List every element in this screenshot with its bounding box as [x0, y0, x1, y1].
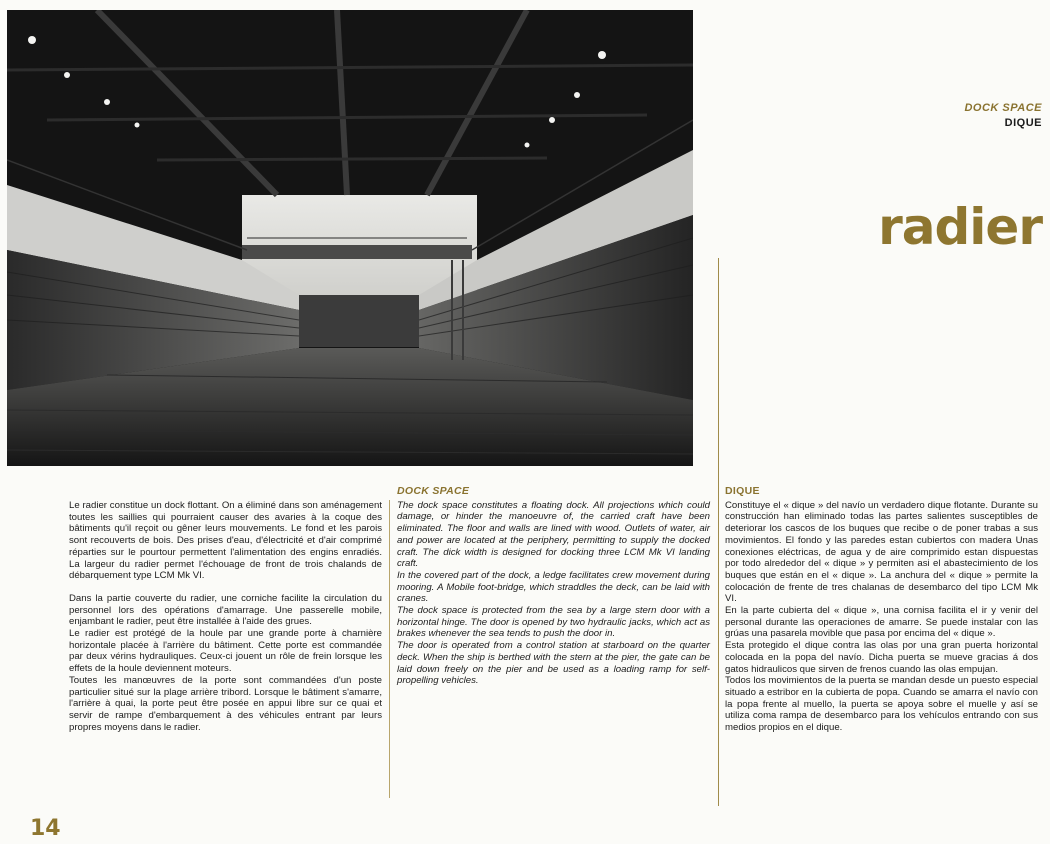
en-paragraph: The dock space is protected from the sea by a large stern door with a horizontal hinge. The door is opened by two hydraulic jacks, which act as brakes whenever the sea tends to push the door in.	[397, 605, 710, 640]
english-column	[397, 486, 710, 687]
french-column	[69, 500, 382, 733]
es-paragraph: Todos los movimientos de la puerta se mandan desde un puesto especial situado a estribor en la cubierta de popa. Cuando se amarra el navío con la popa frente al muello, la puerta se apoya sobre el muelle y así se utiliza coma rampa de desembarco para los vehículos entrando con sus medios propios en el dique.	[725, 675, 1038, 734]
es-paragraph: En la parte cubierta del « dique », una cornisa facilita el ir y venir del personal durante las operaciones de amarre. Se puede instalar con las grúas una pasarela movible que pasa por encima del « dique ».	[725, 605, 1038, 640]
fr-paragraph: Le radier est protégé de la houle par une grande porte à charnière horizontale placée à l'arrière du bâtiment. Cette porte est commandée par deux vérins hydrauliques. Ceux-ci jouent un rôle de frein lorsque les effets de la houle deviennent moteurs.	[69, 628, 382, 675]
en-paragraph: In the covered part of the dock, a ledge facilitates crew movement during mooring. A Mobile foot-bridge, which straddles the deck, can be laid with cranes.	[397, 569, 710, 605]
page-number: 14	[30, 816, 61, 841]
dock-interior-photo	[7, 10, 693, 466]
fr-paragraph: Dans la partie couverte du radier, une corniche facilite la circulation du personnel lors des opérations d'amarrage. Une passerelle mobile, enjambant le radier, peut être installée à l'aide des grues.	[69, 592, 382, 628]
section-tag-es: DIQUE	[1004, 117, 1042, 129]
page-title: radier	[878, 198, 1042, 256]
fr-paragraph: Toutes les manœuvres de la porte sont commandées d'un poste particulier situé sur la plage arrière tribord. Lorsque le bâtiment s'amarre, l'arrière à quai, la porte peut être posée en appui libre sur ce quai et servir de rampe d'embarquement à des véhicules entrant par leurs propres moyens dans le radier.	[69, 674, 382, 733]
column-divider-1	[389, 500, 390, 798]
en-paragraph: The dock space constitutes a floating dock. All projections which could damage, or hinder the manoeuvre of, the carried craft have been eliminated. The floor and walls are lined with wood. Outlets of water, air and power are located at the periphery, permitting to supply the docked craft. The dick width is designed for docking three LCM Mk VI landing craft.	[397, 499, 710, 570]
section-tag	[964, 101, 1042, 131]
en-paragraph: The door is operated from a control station at starboard on the quarter deck. When the ship is berthed with the stern at the pier, the gate can be laid down freely on the pier and be used as a loading ramp for self-propelling vehicles.	[397, 640, 710, 687]
english-heading: DOCK SPACE	[397, 485, 470, 497]
dock-photo-illustration	[7, 10, 693, 466]
es-paragraph: Esta protegido el dique contra las olas por una gran puerta horizontal colocada en la popa del navío. Dicha puerta se mueve gracias á dos gatos hidraulicos que sirven de frenos cuando las olas empujan.	[725, 640, 1038, 675]
spanish-column	[725, 486, 1038, 734]
fr-paragraph: Le radier constitue un dock flottant. On a éliminé dans son aménagement toutes les saillies qui pourraient causer des avaries à la coque des bâtiments qu'il reçoit ou gêner leurs mouvements. Le fond et les parois sont recouverts de bois. Des prises d'eau, d'électricité et d'air comprimé réparties sur le pourtour permettent l'alimentation des engins enradiés. La largeur du radier permet l'échouage de front de trois chalands de débarquement type LCM Mk VI.	[69, 500, 382, 582]
title-rule	[718, 258, 719, 806]
spanish-heading: DIQUE	[725, 485, 760, 497]
es-paragraph: Constituye el « dique » del navío un verdadero dique flotante. Durante su construcción han eliminado todas las partes salientes susceptibles de deteriorar los cascos de los buques que recibe o de poner trabas a sus movimientos. El fondo y las paredes estan cubiertos con madera Unas conexiones eléctricas, de agua y de aire comprimido estan dispuestas por todo alrededor del « dique » y permiten asi el abastecimiento de los buques que están en el « dique ». La anchura del « dique » permite la colocación de frente de tres chalanas de desembarco del tipo LCM Mk VI.	[725, 499, 1038, 605]
section-tag-en: DOCK SPACE	[964, 102, 1042, 114]
